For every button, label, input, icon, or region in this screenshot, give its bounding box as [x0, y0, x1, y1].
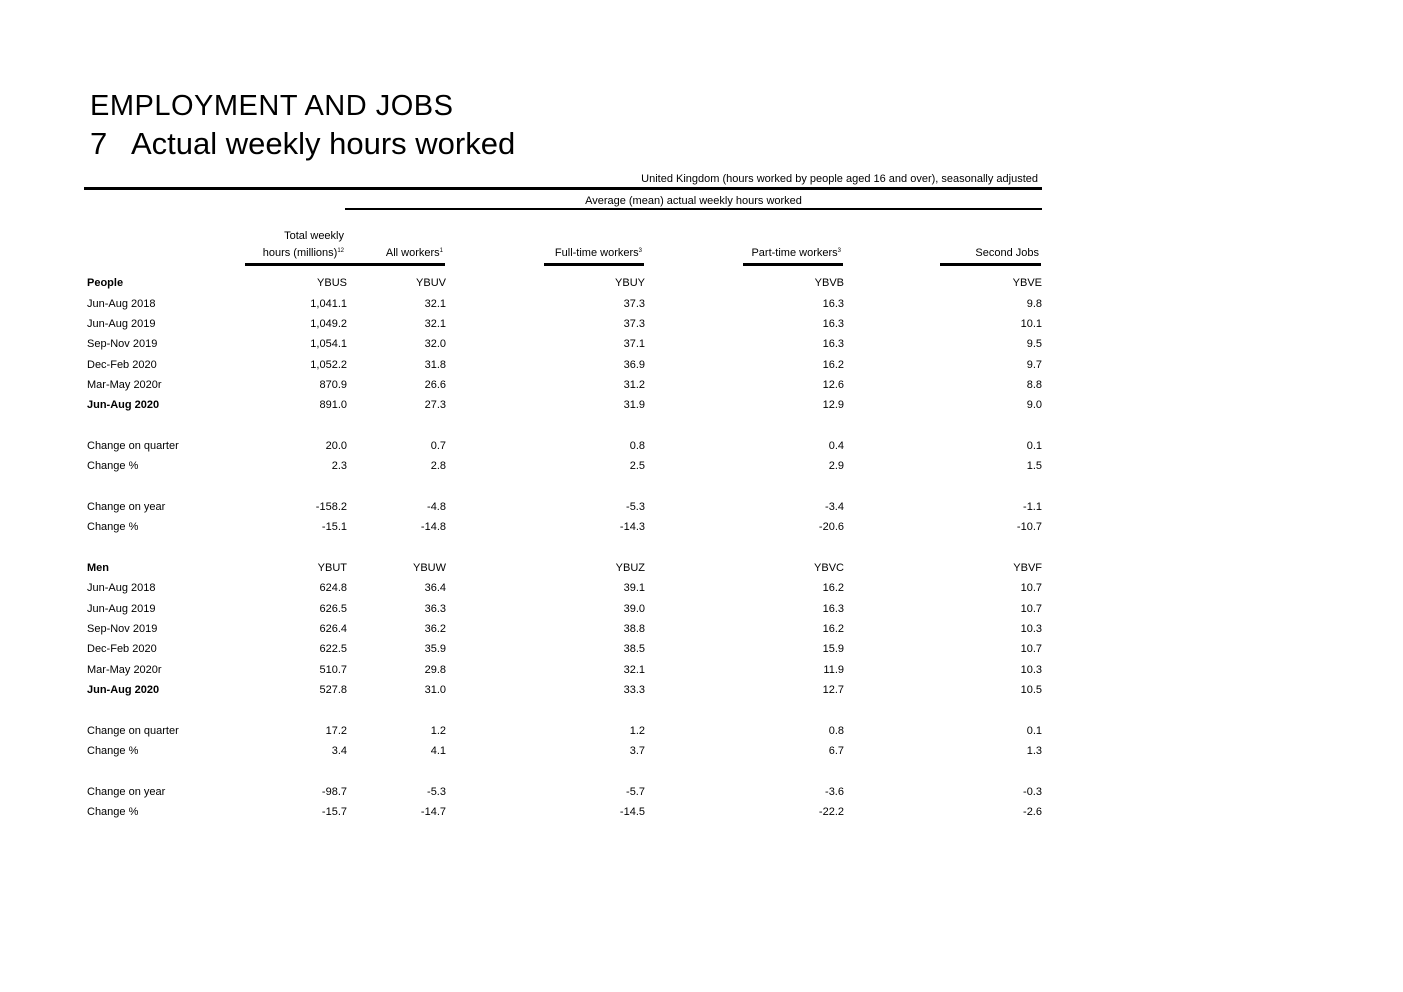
cell-value: 10.7: [1020, 643, 1042, 656]
cell-value: -98.7: [321, 785, 347, 798]
cell-value: 36.9: [623, 358, 645, 371]
row-label: People: [87, 277, 124, 290]
cell-value: 38.5: [623, 643, 645, 656]
row-label: Jun-Aug 2019: [87, 602, 156, 615]
col-header-total-footnote: 12: [337, 248, 344, 254]
cell-value: 10.7: [1020, 602, 1042, 615]
cell-value: 31.8: [424, 358, 446, 371]
col-header-fulltime-footnote: 3: [638, 248, 642, 254]
col-header-total-line1: Total weekly: [284, 230, 344, 242]
row-label: Change %: [87, 806, 139, 819]
cell-value: 891.0: [319, 399, 347, 412]
cell-value: 16.3: [822, 338, 844, 351]
col-header-all-label: All workers: [385, 247, 440, 259]
cell-value: 2.5: [629, 460, 645, 473]
cell-value: 31.2: [623, 378, 645, 391]
cell-value: 1,041.1: [310, 297, 347, 310]
row-label: Change on quarter: [87, 724, 179, 737]
cell-value: -5.7: [626, 785, 645, 798]
cell-value: 38.8: [623, 623, 645, 636]
cell-value: 16.2: [822, 582, 844, 595]
row-label: Change %: [87, 521, 139, 534]
table-row: [84, 558, 1042, 578]
col-header-all-underline: [345, 263, 445, 266]
cell-value: -5.3: [626, 500, 645, 513]
cell-value: 626.5: [319, 602, 347, 615]
cell-value: 37.3: [623, 297, 645, 310]
table-row: [84, 802, 1042, 822]
spacer-cell: [84, 537, 1042, 557]
cell-value: -4.8: [427, 500, 446, 513]
col-header-all-footnote: 1: [439, 248, 443, 254]
cell-value: 9.5: [1026, 338, 1042, 351]
cell-value: -14.5: [619, 806, 645, 819]
cell-value: YBVC: [814, 561, 844, 574]
row-label: Change on year: [87, 785, 166, 798]
cell-value: YBUY: [615, 277, 645, 290]
table-row: [84, 293, 1042, 313]
cell-value: 11.9: [823, 663, 844, 676]
cell-value: 9.7: [1026, 358, 1042, 371]
cell-value: -3.6: [825, 785, 844, 798]
row-label: Jun-Aug 2018: [87, 582, 156, 595]
cell-value: 1.5: [1026, 460, 1042, 473]
cell-value: -14.7: [420, 806, 446, 819]
row-label: Dec-Feb 2020: [87, 643, 157, 656]
table-row: [84, 436, 1042, 456]
cell-value: -15.7: [321, 806, 347, 819]
col-header-secondjobs: [975, 245, 1039, 262]
spacer-cell: [84, 700, 1042, 720]
table-row: [84, 680, 1042, 700]
spacer-row: [84, 476, 1042, 496]
cell-value: 2.8: [430, 460, 446, 473]
row-label: Jun-Aug 2020: [87, 684, 160, 697]
col-header-total-underline: [245, 263, 345, 266]
cell-value: 6.7: [828, 745, 844, 758]
col-header-parttime-underline: [743, 263, 843, 266]
cell-value: 1,052.2: [310, 358, 347, 371]
cell-value: -2.6: [1023, 806, 1042, 819]
cell-value: 870.9: [319, 378, 347, 391]
cell-value: YBVB: [814, 277, 844, 290]
cell-value: 32.1: [623, 663, 645, 676]
cell-value: 16.3: [822, 602, 844, 615]
cell-value: 16.2: [822, 623, 844, 636]
spacer-cell: [84, 476, 1042, 496]
group-heading: Average (mean) actual weekly hours worked: [585, 195, 802, 207]
table-row: [84, 782, 1042, 802]
cell-value: 0.4: [828, 439, 844, 452]
table-row: [84, 639, 1042, 659]
row-label: Mar-May 2020r: [87, 663, 162, 676]
table-number: 7: [90, 126, 108, 161]
cell-value: 12.7: [822, 684, 844, 697]
spacer-row: [84, 700, 1042, 720]
cell-value: -5.3: [427, 785, 446, 798]
table-row: [84, 314, 1042, 334]
cell-value: 12.9: [822, 399, 844, 412]
cell-value: 626.4: [319, 623, 347, 636]
cell-value: 527.8: [319, 684, 347, 697]
row-label: Change on quarter: [87, 439, 179, 452]
cell-value: 39.0: [623, 602, 645, 615]
cell-value: 32.1: [424, 297, 446, 310]
cell-value: 36.4: [424, 582, 446, 595]
top-rule: [84, 187, 1042, 190]
cell-value: 1.2: [430, 724, 446, 737]
spacer-cell: [84, 415, 1042, 435]
cell-value: 0.1: [1026, 439, 1042, 452]
cell-value: 27.3: [424, 399, 446, 412]
table-subtitle: United Kingdom (hours worked by people aged 16 and over), seasonally adjusted: [641, 173, 1038, 185]
cell-value: 2.9: [828, 460, 844, 473]
col-header-fulltime-label: Full-time workers: [554, 247, 639, 259]
table-row: [84, 517, 1042, 537]
table-row: [84, 721, 1042, 741]
cell-value: YBVF: [1013, 561, 1042, 574]
cell-value: 1,049.2: [310, 317, 347, 330]
spacer-cell: [84, 761, 1042, 781]
cell-value: 12.6: [822, 378, 844, 391]
row-label: Jun-Aug 2019: [87, 317, 156, 330]
spacer-row: [84, 761, 1042, 781]
cell-value: 32.1: [424, 317, 446, 330]
cell-value: 37.1: [623, 338, 645, 351]
cell-value: 1.3: [1026, 745, 1042, 758]
spacer-row: [84, 537, 1042, 557]
cell-value: 9.0: [1026, 399, 1042, 412]
group-heading-rule: [345, 208, 1042, 210]
row-label: Dec-Feb 2020: [87, 358, 157, 371]
table-row: [84, 395, 1042, 415]
table-title: [90, 126, 515, 162]
cell-value: 0.1: [1026, 724, 1042, 737]
col-header-total: [263, 228, 344, 262]
cell-value: 16.2: [822, 358, 844, 371]
data-table: [84, 273, 1042, 822]
cell-value: 33.3: [623, 684, 645, 697]
cell-value: 1.2: [629, 724, 645, 737]
col-header-parttime-footnote: 3: [837, 248, 841, 254]
cell-value: YBVE: [1012, 277, 1042, 290]
cell-value: 1,054.1: [310, 338, 347, 351]
col-header-secondjobs-label: Second Jobs: [975, 247, 1039, 259]
cell-value: -20.6: [818, 521, 844, 534]
col-header-parttime: [751, 245, 841, 262]
col-header-all: [386, 245, 443, 262]
cell-value: 36.2: [424, 623, 446, 636]
col-header-parttime-label: Part-time workers: [751, 247, 838, 259]
table-title-text: Actual weekly hours worked: [131, 126, 516, 161]
table-row: [84, 660, 1042, 680]
cell-value: 9.8: [1026, 297, 1042, 310]
row-label: Change %: [87, 745, 139, 758]
cell-value: -22.2: [818, 806, 844, 819]
table-row: [84, 599, 1042, 619]
cell-value: 37.3: [623, 317, 645, 330]
cell-value: -1.1: [1023, 500, 1042, 513]
cell-value: 3.4: [331, 745, 347, 758]
spacer-row: [84, 415, 1042, 435]
cell-value: -15.1: [321, 521, 347, 534]
cell-value: 2.3: [331, 460, 347, 473]
cell-value: 510.7: [319, 663, 347, 676]
cell-value: 0.8: [629, 439, 645, 452]
row-label: Change %: [87, 460, 139, 473]
cell-value: 10.3: [1020, 623, 1042, 636]
table-row: [84, 273, 1042, 293]
cell-value: YBUW: [413, 561, 446, 574]
cell-value: 32.0: [424, 338, 446, 351]
col-header-fulltime: [555, 245, 642, 262]
row-label: Men: [87, 561, 109, 574]
cell-value: 624.8: [319, 582, 347, 595]
cell-value: 29.8: [424, 663, 446, 676]
row-label: Mar-May 2020r: [87, 378, 162, 391]
section-title: EMPLOYMENT AND JOBS: [90, 90, 454, 122]
cell-value: 26.6: [424, 378, 446, 391]
table-row: [84, 497, 1042, 517]
cell-value: YBUS: [317, 277, 347, 290]
row-label: Sep-Nov 2019: [87, 623, 158, 636]
table-row: [84, 354, 1042, 374]
cell-value: -10.7: [1016, 521, 1042, 534]
cell-value: 10.1: [1020, 317, 1042, 330]
cell-value: 16.3: [822, 317, 844, 330]
cell-value: 15.9: [822, 643, 844, 656]
row-label: Jun-Aug 2018: [87, 297, 156, 310]
col-header-fulltime-underline: [544, 263, 644, 266]
cell-value: 0.7: [430, 439, 446, 452]
cell-value: 4.1: [430, 745, 446, 758]
cell-value: YBUZ: [615, 561, 645, 574]
cell-value: 35.9: [424, 643, 446, 656]
cell-value: -3.4: [825, 500, 844, 513]
cell-value: YBUV: [416, 277, 446, 290]
col-header-total-line2: hours (millions): [262, 247, 338, 259]
cell-value: 36.3: [424, 602, 446, 615]
table-row: [84, 741, 1042, 761]
col-header-secondjobs-underline: [940, 263, 1041, 266]
cell-value: 20.0: [325, 439, 347, 452]
row-label: Change on year: [87, 500, 166, 513]
table-row: [84, 619, 1042, 639]
cell-value: YBUT: [317, 561, 347, 574]
cell-value: 31.9: [623, 399, 645, 412]
cell-value: 31.0: [424, 684, 446, 697]
cell-value: -158.2: [315, 500, 347, 513]
cell-value: 10.3: [1020, 663, 1042, 676]
cell-value: 10.5: [1020, 684, 1042, 697]
cell-value: 39.1: [623, 582, 645, 595]
cell-value: -0.3: [1023, 785, 1042, 798]
row-label: Jun-Aug 2020: [87, 399, 160, 412]
cell-value: 622.5: [319, 643, 347, 656]
table-row: [84, 578, 1042, 598]
cell-value: 0.8: [828, 724, 844, 737]
cell-value: -14.8: [420, 521, 446, 534]
row-label: Sep-Nov 2019: [87, 338, 158, 351]
cell-value: -14.3: [619, 521, 645, 534]
table-row: [84, 375, 1042, 395]
cell-value: 17.2: [325, 724, 347, 737]
cell-value: 8.8: [1026, 378, 1042, 391]
cell-value: 3.7: [629, 745, 645, 758]
cell-value: 16.3: [822, 297, 844, 310]
table-row: [84, 334, 1042, 354]
table-row: [84, 456, 1042, 476]
cell-value: 10.7: [1020, 582, 1042, 595]
